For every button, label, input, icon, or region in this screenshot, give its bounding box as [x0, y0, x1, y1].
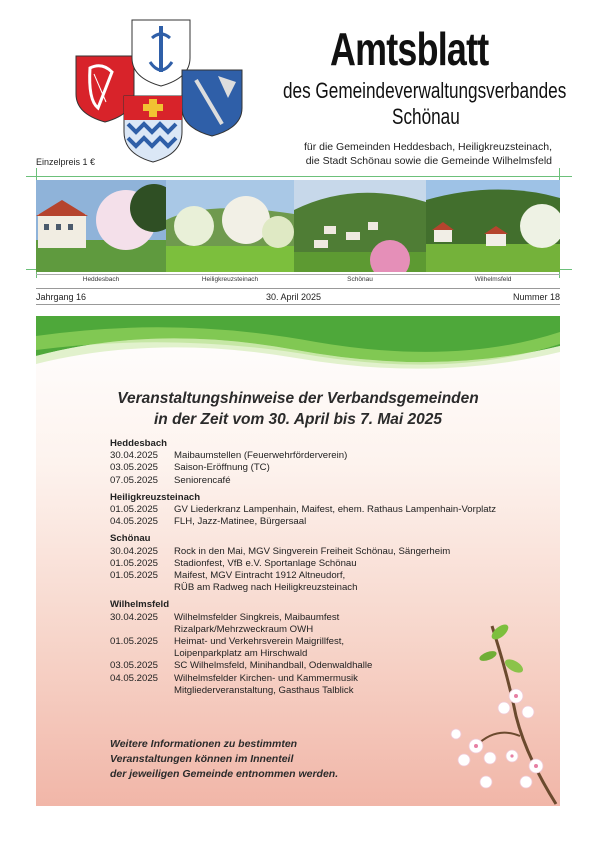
event-row	[110, 546, 496, 558]
photo-schoenau	[294, 180, 426, 272]
event-text: Wilhelmsfelder Kirchen- und Kammermusik	[174, 672, 358, 684]
event-date: 30.04.2025	[110, 545, 159, 557]
green-wave-banner	[36, 316, 560, 378]
event-date: 07.05.2025	[110, 474, 159, 486]
event-date: 30.04.2025	[110, 450, 159, 462]
event-text: Wilhelmsfelder Singkreis, Maibaumfest	[174, 611, 340, 623]
event-poster	[36, 316, 560, 806]
event-text: Maifest, MGV Eintracht 1912 Altneudorf,	[174, 570, 346, 582]
issue-volume: Jahrgang 16	[36, 292, 87, 302]
event-date: 04.05.2025	[110, 672, 159, 684]
single-price: Einzelpreis 1 €	[36, 157, 96, 167]
event-row	[110, 504, 496, 516]
issue-date: 30. April 2025	[266, 292, 322, 302]
poster-footer-line2: Veranstaltungen können im Innenteil	[110, 753, 294, 765]
crest-heiligkreuzsteinach-cross	[124, 96, 182, 162]
event-date: 30.04.2025	[110, 611, 159, 623]
photo-caption-schoenau: Schönau	[294, 274, 426, 285]
blossom-branch-illustration	[416, 606, 560, 806]
event-row	[110, 450, 496, 462]
group-heading: Schönau	[110, 533, 151, 545]
masthead-title: Amtsblatt	[330, 23, 489, 75]
event-row	[110, 462, 496, 474]
event-date: 01.05.2025	[110, 557, 159, 569]
event-text: Stadionfest, VfB e.V. Sportanlage Schönau	[174, 557, 357, 569]
masthead-subtitle-place: Schönau	[392, 104, 460, 129]
photo-caption-heddesbach: Heddesbach	[36, 274, 166, 285]
group-heading: Heiligkreuzsteinach	[110, 491, 201, 503]
group-heading: Wilhelmsfeld	[110, 599, 170, 611]
crest-wilhelmsfeld-axe	[182, 70, 242, 136]
issue-meta-line	[36, 288, 560, 305]
photo-caption-wilhelmsfeld: Wilhelmsfeld	[426, 274, 560, 285]
photo-caption-heiligkreuzsteinach: Heiligkreuzsteinach	[166, 274, 294, 285]
event-text: SC Wilhelmsfeld, Minihandball, Odenwaldhalle	[174, 660, 373, 672]
issue-number: Nummer 18	[512, 292, 560, 302]
event-text: Rizalpark/Mehrzweckraum OWH	[174, 623, 314, 635]
event-row-continued	[110, 582, 496, 594]
poster-title-line1: Veranstaltungshinweise der Verbandsgemeinden	[117, 390, 479, 407]
event-text: Saison-Eröffnung (TC)	[174, 462, 270, 474]
guide-line-top	[26, 176, 572, 177]
event-row	[110, 570, 496, 582]
masthead-description-line1: für die Gemeinden Heddesbach, Heiligkreuzsteinach,	[303, 141, 552, 153]
event-row	[110, 516, 496, 528]
event-text: Seniorencafé	[174, 474, 231, 486]
event-text: Heimat- und Verkehrsverein Maigrillfest,	[174, 636, 345, 648]
poster-title-line2: in der Zeit vom 30. April bis 7. Mai 2025	[154, 411, 442, 428]
event-text: Mitgliederveranstaltung, Gasthaus Talblick	[174, 684, 354, 696]
crest-schoenau-anchor	[132, 20, 190, 86]
poster-footer-line3: der jeweiligen Gemeinde entnommen werden.	[110, 768, 339, 780]
photo-heiligkreuzsteinach	[166, 180, 294, 272]
event-text: RÜB am Radweg nach Heiligkreuzsteinach	[174, 582, 358, 594]
group-heading: Heddesbach	[110, 438, 168, 449]
event-date: 03.05.2025	[110, 462, 159, 474]
photo-heddesbach	[36, 180, 166, 272]
event-date: 01.05.2025	[110, 636, 159, 648]
event-text: Loipenparkplatz am Hirschwald	[174, 648, 308, 660]
masthead-subtitle: des Gemeindeverwaltungsverbandes	[283, 78, 567, 103]
event-date: 01.05.2025	[110, 570, 159, 582]
event-date: 04.05.2025	[110, 516, 159, 528]
event-text: GV Liederkranz Lampenhain, Maifest, ehem. Rathaus Lampenhain-Vorplatz	[174, 504, 497, 516]
poster-footer-line1: Weitere Informationen zu bestimmten	[110, 738, 298, 750]
event-row	[110, 558, 496, 570]
event-text: Rock in den Mai, MGV Singverein Freiheit Schönau, Sängerheim	[174, 545, 451, 557]
event-text: Maibaumstellen (Feuerwehrförderverein)	[174, 450, 348, 462]
event-date: 03.05.2025	[110, 660, 159, 672]
masthead-description-line2: die Stadt Schönau sowie die Gemeinde Wilhelmsfeld	[305, 155, 552, 167]
coats-of-arms-logo	[72, 16, 250, 166]
event-row	[110, 475, 496, 487]
event-date: 01.05.2025	[110, 504, 159, 516]
photo-wilhelmsfeld	[426, 180, 560, 272]
event-text: FLH, Jazz-Matinee, Bürgersaal	[174, 516, 307, 528]
poster-footer-note	[110, 737, 338, 782]
